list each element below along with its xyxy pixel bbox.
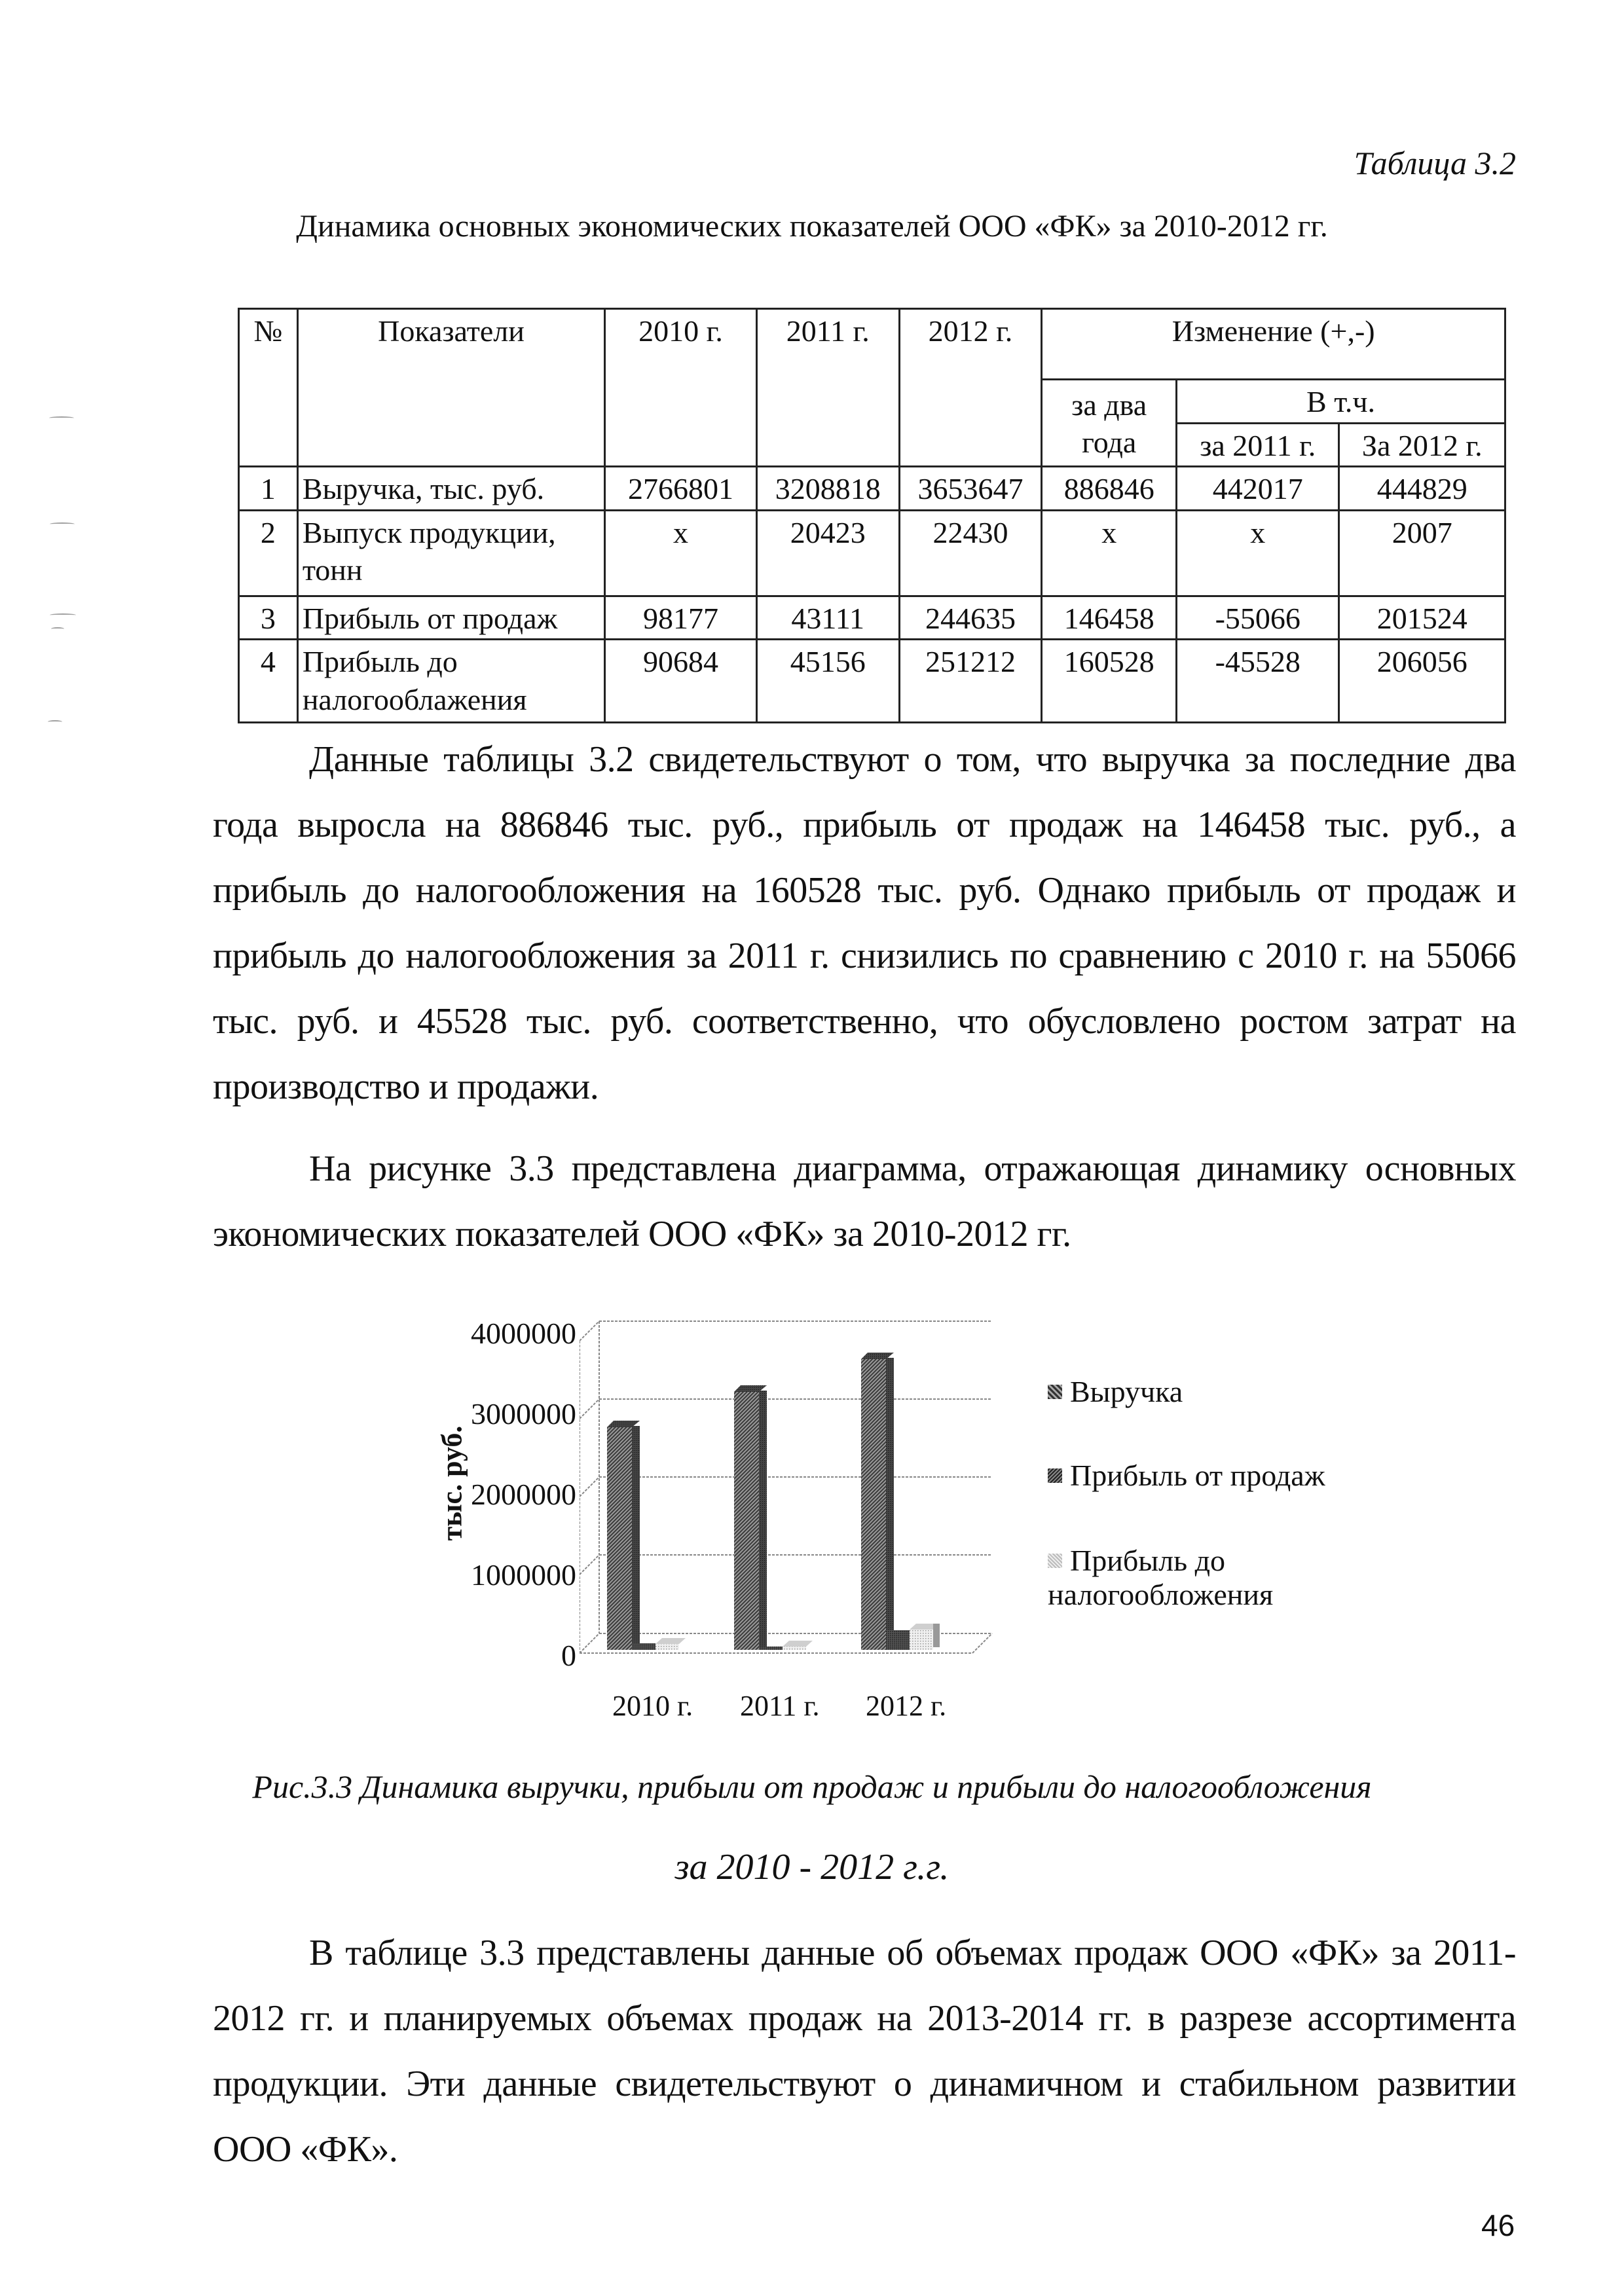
cell-num: 2 [239, 510, 298, 596]
cell-2010: 90684 [605, 640, 757, 723]
paragraph-table-3-3-intro: В таблице 3.3 представлены данные об объемах продаж ООО «ФК» за 2011-2012 гг. и планируемых объемах продаж на 2013-2014 гг. в разрезе ассортимента продукции. Эти данные свидетельствуют о динамичном и стабильном развитии ООО «ФК». [213, 1933, 1516, 2170]
cell-2011: 45156 [756, 640, 899, 723]
bar-revenue-2011 [734, 1392, 759, 1650]
cell-2011: 43111 [756, 596, 899, 640]
bar-group-2011 [734, 1385, 813, 1650]
cell-for-2012: 2007 [1339, 510, 1505, 596]
cell-2012: 244635 [899, 596, 1042, 640]
y-tick-label: 4000000 [471, 1317, 576, 1350]
bar-revenue-2010 [607, 1427, 632, 1650]
economic-indicators-table [238, 308, 1506, 723]
scan-artifact-mark [51, 627, 64, 630]
bar-group-2010 [607, 1421, 686, 1650]
cell-for-2012: 206056 [1339, 640, 1505, 723]
cell-label: Прибыль от продаж [297, 596, 604, 640]
cell-2012: 3653647 [899, 467, 1042, 511]
x-tick-label: 2012 г. [866, 1690, 947, 1722]
cell-num: 4 [239, 640, 298, 723]
table-title: Динамика основных экономических показателей ООО «ФК» за 2010-2012 гг. [296, 209, 1328, 244]
scan-artifact-mark [49, 416, 74, 420]
cell-for-2012: 444829 [1339, 467, 1505, 511]
cell-for-2011: -55066 [1177, 596, 1339, 640]
y-tick-label: 2000000 [471, 1478, 576, 1511]
header-two-years: за два года [1042, 380, 1177, 467]
cell-label: Прибыль до налогооблажения [297, 640, 604, 723]
header-indicator: Показатели [297, 309, 604, 467]
cell-2011: 3208818 [756, 467, 899, 511]
legend-label: Прибыль до налогообложения [1048, 1544, 1274, 1611]
cell-2012: 22430 [899, 510, 1042, 596]
bar-pretax-profit-2010 [655, 1644, 679, 1650]
legend-item-revenue [1048, 1375, 1183, 1409]
bar-pretax-profit-2011 [783, 1647, 806, 1650]
header-including: В т.ч. [1177, 380, 1505, 424]
cell-label: Выручка, тыс. руб. [297, 467, 604, 511]
bar-sales-profit-2010 [632, 1643, 655, 1650]
cell-2011: 20423 [756, 510, 899, 596]
chart-plot-area [580, 1303, 999, 1683]
cell-2010: 98177 [605, 596, 757, 640]
scan-artifact-mark [50, 613, 76, 617]
x-tick-label: 2010 г. [612, 1690, 693, 1722]
y-tick-label: 0 [561, 1639, 576, 1672]
legend-item-sales-profit [1048, 1459, 1325, 1493]
legend-swatch-icon [1048, 1554, 1062, 1568]
cell-for-2011: -45528 [1177, 640, 1339, 723]
bar-sales-profit-2011 [759, 1647, 783, 1650]
figure-caption-line1: Рис.3.3 Динамика выручки, прибыли от продаж и прибыли до налогообложения [252, 1768, 1372, 1805]
cell-label: Выпуск продукции, тонн [297, 510, 604, 596]
bar-sales-profit-2012 [886, 1630, 910, 1650]
table-label: Таблица 3.2 [1354, 145, 1516, 181]
legend-label: Прибыль от продаж [1070, 1459, 1325, 1492]
cell-2012: 251212 [899, 640, 1042, 723]
cell-for-2011: x [1177, 510, 1339, 596]
cell-for-2012: 201524 [1339, 596, 1505, 640]
legend-swatch-icon [1048, 1385, 1062, 1399]
y-tick-label: 3000000 [471, 1397, 576, 1430]
header-2011: 2011 г. [756, 309, 899, 467]
cell-2010: x [605, 510, 757, 596]
bar-pretax-profit-2012 [910, 1630, 933, 1650]
legend-item-pretax-profit [1048, 1544, 1323, 1612]
cell-two-years: 146458 [1042, 596, 1177, 640]
cell-two-years: x [1042, 510, 1177, 596]
cell-two-years: 886846 [1042, 467, 1177, 511]
paragraph-chart-intro: На рисунке 3.3 представлена диаграмма, отражающая динамику основных экономических показателей ООО «ФК» за 2010-2012 гг. [213, 1148, 1516, 1254]
legend-label: Выручка [1070, 1375, 1183, 1408]
legend-swatch-icon [1048, 1468, 1062, 1483]
table-row [239, 510, 1505, 596]
header-2010: 2010 г. [605, 309, 757, 467]
cell-num: 1 [239, 467, 298, 511]
table-row [239, 596, 1505, 640]
bar-revenue-2012 [861, 1359, 886, 1650]
page-number: 46 [1481, 2208, 1515, 2242]
header-for-2012: За 2012 г. [1339, 423, 1505, 467]
table-row [239, 640, 1505, 723]
bar-chart [393, 1303, 1375, 1722]
scan-artifact-mark [48, 720, 62, 723]
header-change: Изменение (+,-) [1042, 309, 1505, 380]
cell-num: 3 [239, 596, 298, 640]
cell-two-years: 160528 [1042, 640, 1177, 723]
figure-caption-line2: за 2010 - 2012 г.г. [674, 1847, 950, 1887]
header-num: № [239, 309, 298, 467]
x-tick-label: 2011 г. [740, 1690, 820, 1722]
y-tick-label: 1000000 [471, 1558, 576, 1592]
scan-artifact-mark [50, 522, 75, 526]
cell-for-2011: 442017 [1177, 467, 1339, 511]
header-for-2011: за 2011 г. [1177, 423, 1339, 467]
chart-gridlines [580, 1321, 992, 1653]
paragraph-table-summary: Данные таблицы 3.2 свидетельствуют о том, что выручка за последние два года выросла на 886846 тыс. руб., прибыль от продаж на 146458 тыс. руб., а прибыль до налогообложения на 160528 тыс. руб. Однако прибыль от продаж и прибыль до налогообложения за 2011 г. снизились по сравнению с 2010 г. на 55066 тыс. руб. и 45528 тыс. руб. соответственно, что обусловлено ростом затрат на производство и продажи. [213, 739, 1516, 1107]
table-row [239, 467, 1505, 511]
bar-group-2012 [861, 1353, 940, 1650]
header-2012: 2012 г. [899, 309, 1042, 467]
cell-2010: 2766801 [605, 467, 757, 511]
y-axis-title: тыс. руб. [435, 1425, 468, 1541]
